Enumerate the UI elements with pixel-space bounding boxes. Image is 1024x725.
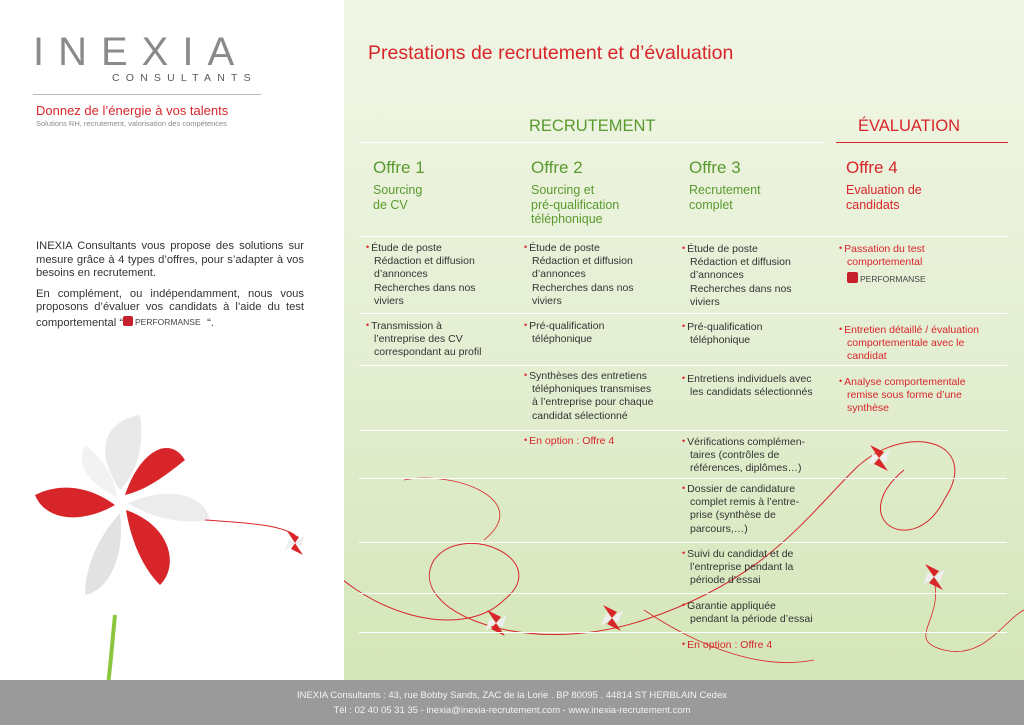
cell-offer3-option: • En option : Offre 4 bbox=[682, 639, 773, 651]
performanse-logo bbox=[123, 315, 207, 332]
cell-offer3-row2: • Pré-qualification téléphonique bbox=[682, 321, 763, 347]
offer-3-title: Offre 3 bbox=[689, 158, 741, 177]
cell-offer1-row2: • Transmission à l’entreprise des CV correspondant au profil bbox=[366, 320, 482, 359]
cell-offer3-row1: • Étude de poste Rédaction et diffusion d’annonces Recherches dans nos viviers bbox=[682, 243, 792, 308]
offer-3-subtitle: Recrutement complet bbox=[689, 183, 761, 212]
svg-text:PERFORMANSE: PERFORMANSE bbox=[860, 274, 926, 285]
intro-paragraph-1: INEXIA Consultants vous propose des solutions sur mesure grâce à 4 types d’offres, pour s’adapter à vos besoins en recrutement. bbox=[36, 240, 304, 279]
section-evaluation-rule bbox=[836, 142, 1008, 143]
cell-offer3-row4: • Vérifications complémen- taires (contrôles de références, diplômes…) bbox=[682, 436, 806, 475]
row-divider bbox=[359, 593, 1007, 594]
cell-offer1-row1: • Étude de poste Rédaction et diffusion d’annonces Recherches dans nos viviers bbox=[366, 242, 476, 307]
cell-offer3-row3: • Entretiens individuels avec les candidats sélectionnés bbox=[682, 373, 813, 399]
section-recrutement: RECRUTEMENT bbox=[529, 117, 656, 135]
performanse-logo bbox=[839, 271, 1009, 289]
section-evaluation: ÉVALUATION bbox=[858, 117, 961, 135]
row-divider bbox=[359, 365, 1007, 366]
cell-offer2-row3: • Synthèses des entretiens téléphoniques transmises à l’entreprise pour chaque candidat sélectionné bbox=[524, 370, 654, 422]
offer-1-header bbox=[373, 158, 425, 212]
cell-offer2-row2: • Pré-qualification téléphonique bbox=[524, 320, 605, 346]
brand-subtitle: CONSULTANTS bbox=[112, 72, 257, 84]
tagline-sub: Solutions RH, recrutement, valorisation des compétences bbox=[36, 119, 227, 128]
offer-4-subtitle: Evaluation de candidats bbox=[846, 183, 922, 212]
row-divider bbox=[359, 313, 1007, 314]
intro-paragraph-2-end: “. bbox=[207, 316, 214, 329]
offer-1-subtitle: Sourcing de CV bbox=[373, 183, 423, 212]
cell-offer4-row2: • Entretien détaillé / évaluation comportementale avec le candidat bbox=[839, 324, 979, 363]
offer-2-title: Offre 2 bbox=[531, 158, 583, 177]
cell-offer3-row6: • Suivi du candidat et de l’entreprise pendant la période d’essai bbox=[682, 548, 794, 587]
offer-4-title: Offre 4 bbox=[846, 158, 898, 177]
row-divider bbox=[359, 542, 1007, 543]
offer-2-subtitle: Sourcing et pré-qualification téléphonique bbox=[531, 183, 620, 226]
row-divider bbox=[359, 632, 1007, 633]
cell-offer4-row1: • Passation du test comportemental PERFORMANSE bbox=[839, 243, 1009, 290]
svg-text:PERFORMANSE: PERFORMANSE bbox=[135, 316, 201, 327]
cell-offer3-row7: • Garantie appliquée pendant la période d’essai bbox=[682, 600, 813, 626]
intro-paragraph-2 bbox=[36, 288, 304, 332]
intro-text bbox=[36, 240, 304, 331]
offer-2-header bbox=[531, 158, 619, 227]
row-divider bbox=[359, 430, 1007, 431]
intro-paragraph-2-text: En complément, ou indépendamment, nous vous proposons d’évaluer vos candidats à l’aide du test comportemental “ bbox=[36, 287, 304, 329]
row-divider bbox=[359, 236, 1007, 237]
cell-offer2-row1: • Étude de poste Rédaction et diffusion d’annonces Recherches dans nos viviers bbox=[524, 242, 634, 307]
cell-offer2-option: • En option : Offre 4 bbox=[524, 435, 615, 447]
cell-offer3-row5: • Dossier de candidature complet remis à l’entre- prise (synthèse de parcours,…) bbox=[682, 483, 800, 535]
right-panel bbox=[344, 0, 1024, 680]
left-panel bbox=[0, 0, 344, 680]
footer bbox=[0, 680, 1024, 725]
tagline: Donnez de l’énergie à vos talents bbox=[36, 103, 229, 118]
flower-illustration bbox=[20, 405, 350, 685]
offer-3-header bbox=[689, 158, 761, 212]
cell-offer4-row3: • Analyse comportementale remise sous forme d’une synthèse bbox=[839, 376, 966, 415]
logo-divider bbox=[33, 94, 261, 95]
footer-contact: Tél : 02 40 05 31 35 - inexia@inexia-recrutement.com - www.inexia-recrutement.com bbox=[333, 705, 691, 716]
section-recrutement-rule bbox=[359, 142, 824, 143]
page-title: Prestations de recrutement et d’évaluation bbox=[368, 42, 734, 64]
footer-address: INEXIA Consultants : 43, rue Bobby Sands, ZAC de la Lorie . BP 80095 . 44814 ST HERBLAIN Cedex bbox=[296, 690, 728, 701]
offer-1-title: Offre 1 bbox=[373, 158, 425, 177]
brand-logo: INEXIA bbox=[33, 30, 249, 74]
row-divider bbox=[359, 478, 1007, 479]
offer-4-header bbox=[846, 158, 922, 212]
